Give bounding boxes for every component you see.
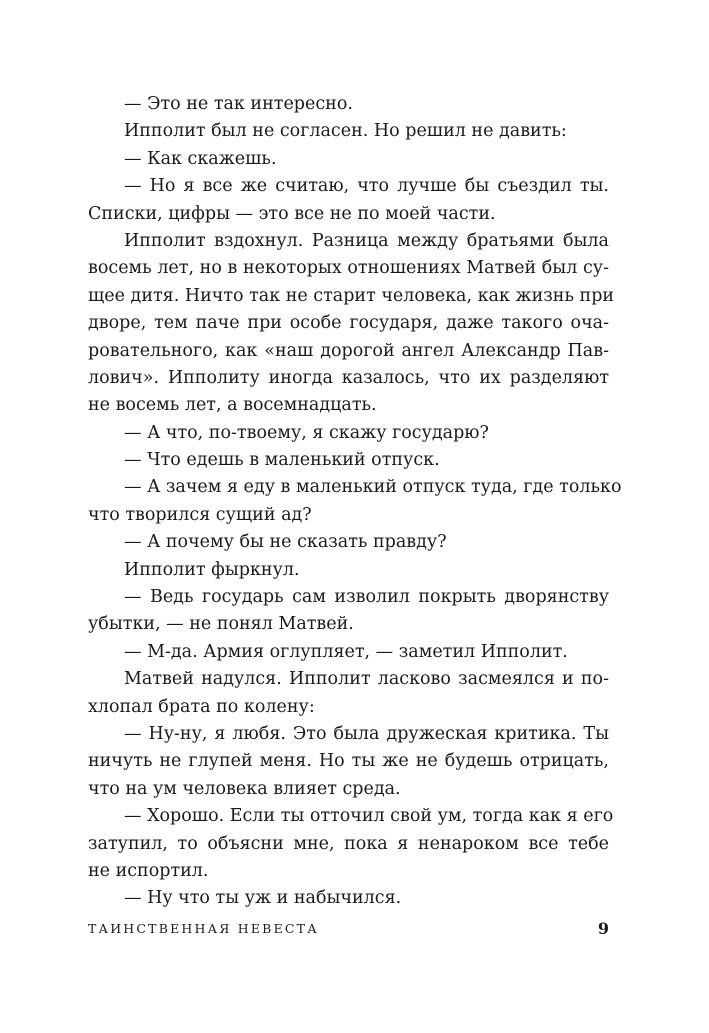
text-line: — А зачем я еду в маленький отпуск туда, где только — [124, 477, 622, 498]
text-line: — Но я все же считаю, что лучше бы съездил ты. — [124, 176, 609, 197]
text-line: не испортил. — [88, 860, 209, 881]
text-line: Списки, цифры — это все не по моей части. — [88, 203, 496, 224]
text-line: — Ведь государь сам изволил покрыть дворянству — [124, 587, 609, 608]
text-line: что на ум человека влияет среда. — [88, 778, 401, 799]
text-line: Ипполит был не согласен. Но решил не давить: — [124, 121, 567, 142]
text-line: ровательного, как «наш дорогой ангел Александр Пав- — [88, 340, 609, 361]
text-line: убытки, — не понял Матвей. — [88, 614, 354, 635]
text-line: — Ну что ты уж и набычился. — [124, 888, 402, 909]
text-line: щее дитя. Ничто так не старит человека, как жизнь при — [88, 285, 615, 306]
text-line: — Это не так интересно. — [124, 94, 353, 114]
text-line: Ипполит фыркнул. — [124, 559, 300, 580]
text-line: — А почему бы не сказать правду? — [124, 532, 447, 553]
text-line: — Как скажешь. — [124, 148, 277, 169]
text-line: хлопал брата по колену: — [88, 696, 315, 717]
text-line: — Ну-ну, я любя. Это была дружеская критика. Ты — [124, 723, 609, 744]
page-body-text — [88, 91, 622, 913]
text-line: — А что, по-твоему, я скажу государю? — [124, 422, 489, 443]
text-line: — М-да. Армия оглупляет, — заметил Ипполит. — [124, 641, 568, 662]
text-line: Ипполит вздохнул. Разница между братьями была — [124, 230, 609, 251]
text-line: восемь лет, но в некоторых отношениях Матвей был су- — [88, 258, 609, 279]
page-number: 9 — [597, 919, 609, 938]
text-line: что творился сущий ад? — [88, 504, 312, 525]
text-line: — Хорошо. Если ты отточил свой ум, тогда как я его — [124, 806, 614, 827]
text-line: дворе, тем паче при особе государя, даже такого оча- — [88, 313, 609, 334]
text-line: затупил, то объясни мне, пока я ненароком все тебе — [88, 833, 609, 854]
text-line: — Что едешь в маленький отпуск. — [124, 450, 440, 471]
text-line: лович». Ипполиту иногда казалось, что их разделяют — [88, 367, 609, 388]
text-line: ничуть не глупей меня. Но ты же не будешь отрицать, — [88, 751, 609, 772]
running-footer-book-title: ТАИНСТВЕННАЯ НЕВЕСТА — [88, 921, 319, 936]
text-line: Матвей надулся. Ипполит ласково засмеялся и по- — [124, 669, 609, 690]
text-line: не восемь лет, а восемнадцать. — [88, 395, 377, 416]
